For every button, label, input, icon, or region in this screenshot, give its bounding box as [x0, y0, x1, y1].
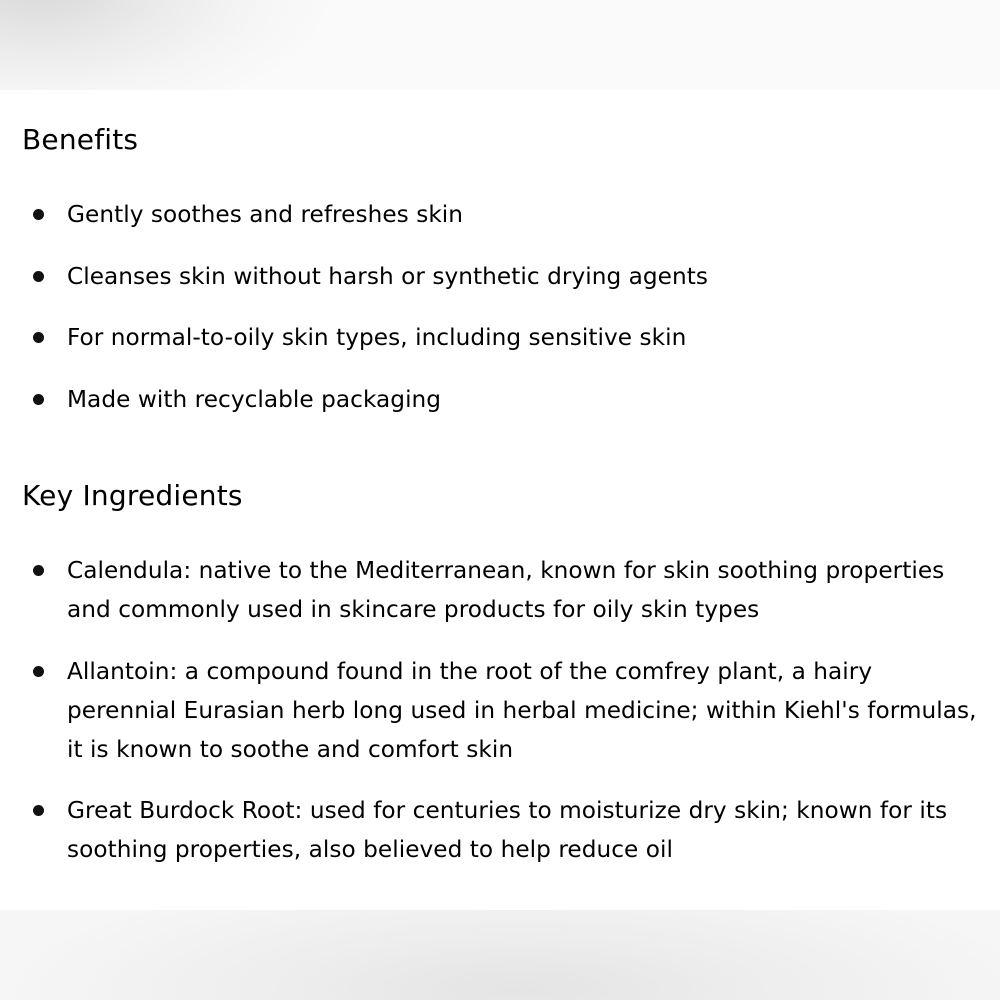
- bullet-icon: [33, 394, 44, 405]
- benefit-text: Gently soothes and refreshes skin: [67, 201, 464, 228]
- ingredient-text-line: Great Burdock Root: used for centuries to moisturize dry skin; known for its: [67, 797, 948, 824]
- bullet-icon: [33, 666, 44, 677]
- ingredient-text-line: Allantoin: a compound found in the root of the comfrey plant, a hairy: [67, 658, 873, 685]
- benefit-text: Cleanses skin without harsh or synthetic drying agents: [67, 263, 709, 290]
- bullet-icon: [33, 805, 44, 816]
- product-description-panel: [0, 90, 1000, 910]
- bullet-icon: [33, 209, 44, 220]
- benefit-text: Made with recyclable packaging: [67, 386, 442, 413]
- ingredient-text-line: it is known to soothe and comfort skin: [67, 736, 514, 763]
- bullet-icon: [33, 565, 44, 576]
- ingredient-text-line: soothing properties, also believed to help reduce oil: [67, 836, 673, 863]
- ingredient-text-line: and commonly used in skincare products for oily skin types: [67, 596, 760, 623]
- key-ingredients-heading: Key Ingredients: [22, 479, 243, 512]
- bottom-blurred-edge: [0, 910, 1000, 1000]
- top-blurred-edge: [0, 0, 1000, 90]
- benefits-heading: Benefits: [22, 123, 139, 156]
- ingredient-text-line: perennial Eurasian herb long used in herbal medicine; within Kiehl's formulas,: [67, 697, 977, 724]
- benefit-text: For normal-to-oily skin types, including sensitive skin: [67, 324, 687, 351]
- bullet-icon: [33, 271, 44, 282]
- ingredient-text-line: Calendula: native to the Mediterranean, known for skin soothing properties: [67, 557, 945, 584]
- bullet-icon: [33, 332, 44, 343]
